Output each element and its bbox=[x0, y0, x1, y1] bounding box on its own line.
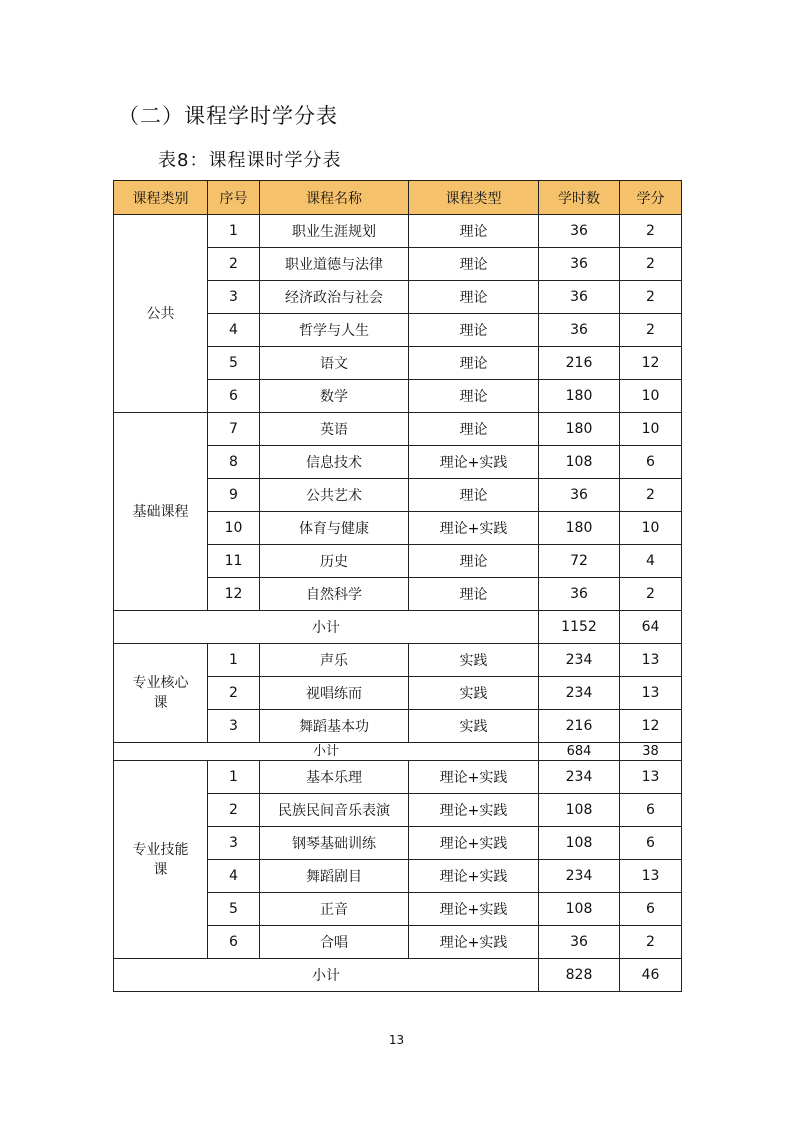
course-name: 舞蹈基本功 bbox=[260, 710, 409, 743]
subtotal-label: 小计 bbox=[114, 611, 539, 644]
course-name: 语文 bbox=[260, 347, 409, 380]
table-header-row bbox=[114, 181, 682, 215]
course-name: 历史 bbox=[260, 545, 409, 578]
course-hours: 108 bbox=[539, 794, 620, 827]
course-credits: 2 bbox=[620, 281, 682, 314]
course-hours: 234 bbox=[539, 644, 620, 677]
course-type: 理论+实践 bbox=[409, 860, 539, 893]
course-type: 理论 bbox=[409, 281, 539, 314]
category-cell: 专业核心课 bbox=[114, 644, 208, 743]
column-header: 课程名称 bbox=[260, 181, 409, 215]
course-hours: 234 bbox=[539, 761, 620, 794]
course-type: 理论 bbox=[409, 248, 539, 281]
course-credits: 2 bbox=[620, 479, 682, 512]
course-type: 理论+实践 bbox=[409, 761, 539, 794]
course-name: 信息技术 bbox=[260, 446, 409, 479]
column-header: 学时数 bbox=[539, 181, 620, 215]
course-hours: 108 bbox=[539, 446, 620, 479]
course-hours: 234 bbox=[539, 677, 620, 710]
subtotal-hours: 684 bbox=[539, 743, 620, 761]
row-number: 5 bbox=[208, 347, 260, 380]
course-name: 合唱 bbox=[260, 926, 409, 959]
row-number: 3 bbox=[208, 281, 260, 314]
course-type: 理论+实践 bbox=[409, 893, 539, 926]
course-credits: 13 bbox=[620, 644, 682, 677]
course-name: 职业生涯规划 bbox=[260, 215, 409, 248]
course-name: 视唱练而 bbox=[260, 677, 409, 710]
row-number: 3 bbox=[208, 827, 260, 860]
row-number: 12 bbox=[208, 578, 260, 611]
row-number: 6 bbox=[208, 380, 260, 413]
row-number: 2 bbox=[208, 794, 260, 827]
subtotal-row bbox=[114, 611, 682, 644]
row-number: 11 bbox=[208, 545, 260, 578]
column-header: 课程类型 bbox=[409, 181, 539, 215]
subtotal-credits: 46 bbox=[620, 959, 682, 992]
course-hours: 108 bbox=[539, 893, 620, 926]
course-credits: 13 bbox=[620, 677, 682, 710]
course-name: 舞蹈剧目 bbox=[260, 860, 409, 893]
subtotal-credits: 64 bbox=[620, 611, 682, 644]
subtotal-label: 小计 bbox=[114, 959, 539, 992]
course-credits: 6 bbox=[620, 827, 682, 860]
course-type: 实践 bbox=[409, 644, 539, 677]
course-credits: 2 bbox=[620, 215, 682, 248]
course-credits: 6 bbox=[620, 794, 682, 827]
row-number: 4 bbox=[208, 314, 260, 347]
page-number: 13 bbox=[388, 1033, 405, 1047]
course-hours: 36 bbox=[539, 479, 620, 512]
row-number: 2 bbox=[208, 248, 260, 281]
subtotal-label: 小计 bbox=[114, 743, 539, 761]
category-cell: 专业技能课 bbox=[114, 761, 208, 959]
category-cell: 公共 bbox=[114, 215, 208, 413]
course-hours: 36 bbox=[539, 926, 620, 959]
course-type: 理论+实践 bbox=[409, 926, 539, 959]
course-type: 理论+实践 bbox=[409, 827, 539, 860]
course-credits: 2 bbox=[620, 926, 682, 959]
row-number: 4 bbox=[208, 860, 260, 893]
row-number: 5 bbox=[208, 893, 260, 926]
course-name: 公共艺术 bbox=[260, 479, 409, 512]
column-header: 序号 bbox=[208, 181, 260, 215]
subtotal-row bbox=[114, 743, 682, 761]
course-hours: 234 bbox=[539, 860, 620, 893]
course-credits: 13 bbox=[620, 860, 682, 893]
category-cell: 基础课程 bbox=[114, 413, 208, 611]
course-name: 职业道德与法律 bbox=[260, 248, 409, 281]
course-name: 经济政治与社会 bbox=[260, 281, 409, 314]
course-name: 声乐 bbox=[260, 644, 409, 677]
course-hours: 36 bbox=[539, 314, 620, 347]
row-number: 10 bbox=[208, 512, 260, 545]
course-credits: 10 bbox=[620, 413, 682, 446]
course-hours: 216 bbox=[539, 710, 620, 743]
course-credits: 13 bbox=[620, 761, 682, 794]
course-name: 正音 bbox=[260, 893, 409, 926]
course-credits: 10 bbox=[620, 380, 682, 413]
course-type: 理论 bbox=[409, 545, 539, 578]
course-type: 理论+实践 bbox=[409, 446, 539, 479]
section-title: （二）课程学时学分表 bbox=[118, 104, 338, 128]
table-row bbox=[114, 413, 682, 446]
course-hours: 108 bbox=[539, 827, 620, 860]
row-number: 8 bbox=[208, 446, 260, 479]
course-credits: 12 bbox=[620, 347, 682, 380]
row-number: 1 bbox=[208, 644, 260, 677]
course-credits: 12 bbox=[620, 710, 682, 743]
table-row bbox=[114, 761, 682, 794]
course-type: 理论 bbox=[409, 479, 539, 512]
course-hours: 36 bbox=[539, 248, 620, 281]
row-number: 2 bbox=[208, 677, 260, 710]
course-hours: 216 bbox=[539, 347, 620, 380]
table-caption: 表8：课程课时学分表 bbox=[158, 150, 342, 171]
row-number: 1 bbox=[208, 761, 260, 794]
course-hours: 180 bbox=[539, 380, 620, 413]
course-name: 钢琴基础训练 bbox=[260, 827, 409, 860]
course-credits: 2 bbox=[620, 578, 682, 611]
course-name: 哲学与人生 bbox=[260, 314, 409, 347]
column-header: 学分 bbox=[620, 181, 682, 215]
course-hours: 180 bbox=[539, 413, 620, 446]
course-credits: 6 bbox=[620, 893, 682, 926]
table-row bbox=[114, 644, 682, 677]
subtotal-hours: 828 bbox=[539, 959, 620, 992]
row-number: 3 bbox=[208, 710, 260, 743]
subtotal-credits: 38 bbox=[620, 743, 682, 761]
course-hours: 72 bbox=[539, 545, 620, 578]
course-credits: 2 bbox=[620, 314, 682, 347]
subtotal-hours: 1152 bbox=[539, 611, 620, 644]
course-hours: 180 bbox=[539, 512, 620, 545]
row-number: 9 bbox=[208, 479, 260, 512]
course-name: 体育与健康 bbox=[260, 512, 409, 545]
row-number: 6 bbox=[208, 926, 260, 959]
course-type: 实践 bbox=[409, 677, 539, 710]
row-number: 7 bbox=[208, 413, 260, 446]
course-type: 理论+实践 bbox=[409, 794, 539, 827]
course-name: 基本乐理 bbox=[260, 761, 409, 794]
course-type: 理论 bbox=[409, 314, 539, 347]
column-header: 课程类别 bbox=[114, 181, 208, 215]
course-hours-credits-table bbox=[113, 180, 682, 992]
table-row bbox=[114, 215, 682, 248]
course-hours: 36 bbox=[539, 578, 620, 611]
course-name: 自然科学 bbox=[260, 578, 409, 611]
course-hours: 36 bbox=[539, 215, 620, 248]
course-hours: 36 bbox=[539, 281, 620, 314]
course-type: 理论 bbox=[409, 578, 539, 611]
course-name: 民族民间音乐表演 bbox=[260, 794, 409, 827]
row-number: 1 bbox=[208, 215, 260, 248]
subtotal-row bbox=[114, 959, 682, 992]
course-type: 实践 bbox=[409, 710, 539, 743]
course-name: 英语 bbox=[260, 413, 409, 446]
course-type: 理论 bbox=[409, 413, 539, 446]
course-credits: 4 bbox=[620, 545, 682, 578]
course-type: 理论+实践 bbox=[409, 512, 539, 545]
course-credits: 2 bbox=[620, 248, 682, 281]
course-credits: 6 bbox=[620, 446, 682, 479]
course-credits: 10 bbox=[620, 512, 682, 545]
course-type: 理论 bbox=[409, 347, 539, 380]
course-type: 理论 bbox=[409, 380, 539, 413]
course-type: 理论 bbox=[409, 215, 539, 248]
course-name: 数学 bbox=[260, 380, 409, 413]
